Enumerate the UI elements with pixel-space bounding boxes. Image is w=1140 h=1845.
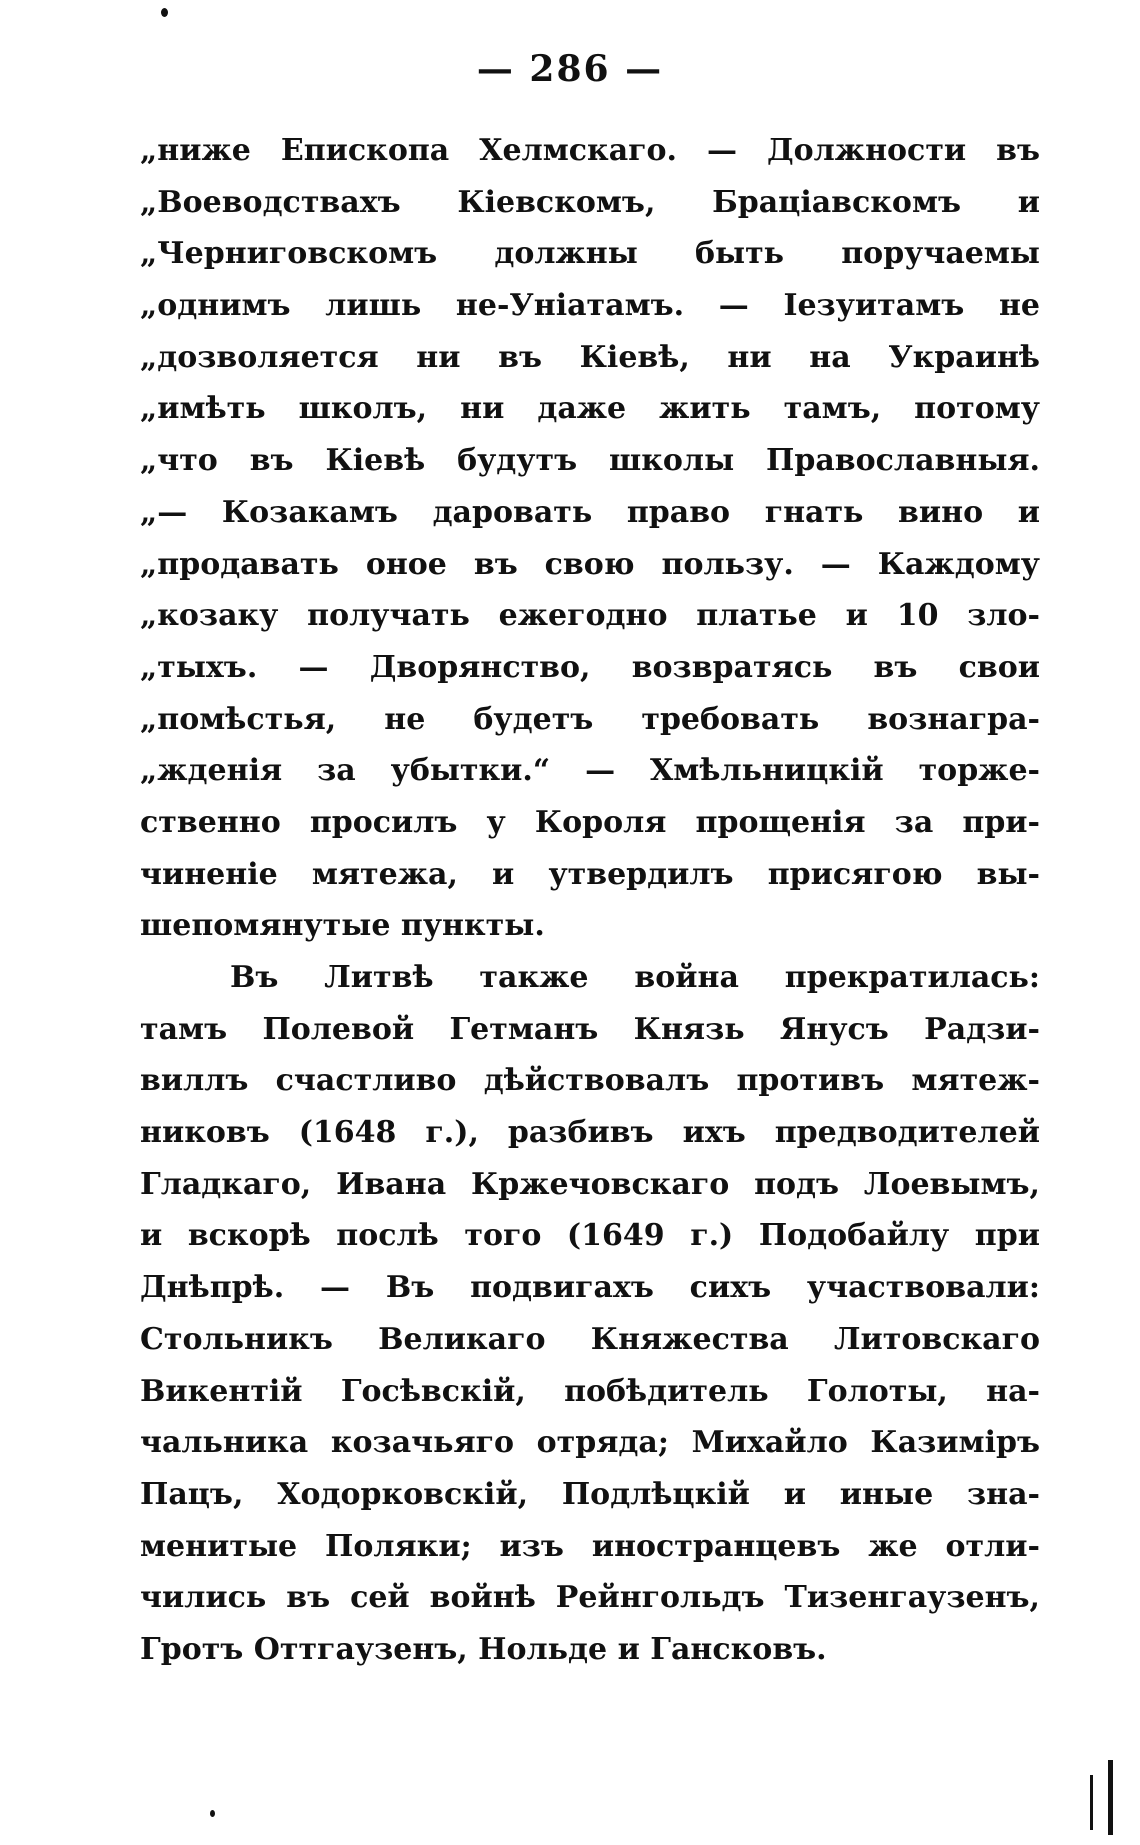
text-line: менитые Поляки; изъ иностранцевъ же отли- (140, 1528, 1040, 1564)
text-line: „дозволяется ни въ Кіевѣ, ни на Украинѣ (140, 339, 1040, 375)
text-line: ственно просилъ у Короля прощенія за при- (140, 804, 1040, 840)
paragraph (140, 125, 1040, 952)
text-line: Стольникъ Великаго Княжества Литовскаго (140, 1321, 1040, 1357)
text-line: шепомянутые пункты. (140, 908, 545, 944)
text-line: „тыхъ. — Дворянство, возвратясь въ свои (140, 649, 1040, 685)
text-line: Гладкаго, Ивана Кржечовскаго подъ Лоевымъ, (140, 1166, 1040, 1202)
scan-speck (161, 8, 168, 17)
text-line: тамъ Полевой Гетманъ Князь Янусъ Радзи- (140, 1011, 1040, 1047)
text-line: „ниже Епископа Хелмскаго. — Должности въ (140, 133, 1040, 168)
text-line: „Воеводствахъ Кіевскомъ, Браціавскомъ и (140, 184, 1040, 220)
text-line: Въ Литвѣ также война прекратилась: (230, 960, 1040, 995)
text-line: никовъ (1648 г.), разбивъ ихъ предводителей (140, 1115, 1040, 1151)
text-line: чальника козачьяго отряда; Михайло Казиміръ (140, 1425, 1040, 1461)
text-line: „жденія за убытки.“ — Хмѣльницкій торже- (140, 753, 1040, 789)
text-line: „продавать оное въ свою пользу. — Каждому (140, 546, 1040, 582)
text-line: виллъ счастливо дѣйствовалъ противъ мятеж- (140, 1063, 1040, 1099)
text-line: и вскорѣ послѣ того (1649 г.) Подобайлу при (140, 1218, 1040, 1254)
scan-edge-mark (1090, 1775, 1093, 1830)
paragraph (140, 952, 1040, 1676)
text-line: „помѣстья, не будетъ требовать вознагра- (140, 701, 1040, 737)
page-number: — 286 — (476, 48, 664, 90)
text-line: „однимъ лишь не-Уніатамъ. — Іезуитамъ не (140, 288, 1040, 324)
text-line: Днѣпрѣ. — Въ подвигахъ сихъ участвовали: (140, 1270, 1040, 1306)
text-line: Викентій Госѣвскій, побѣдитель Голоты, на- (140, 1373, 1040, 1409)
text-line: „что въ Кіевѣ будутъ школы Православныя. (140, 443, 1040, 479)
scan-speck (210, 1810, 215, 1817)
text-line: „Черниговскомъ должны быть поручаемы (140, 236, 1040, 272)
text-line: „козаку получать ежегодно платье и 10 зло- (140, 598, 1040, 634)
text-line: Гротъ Оттгаузенъ, Нольде и Гансковъ. (140, 1631, 827, 1667)
scan-edge-mark (1108, 1760, 1113, 1835)
text-line: „— Козакамъ даровать право гнать вино и (140, 494, 1040, 530)
text-line: чиненіе мятежа, и утвердилъ присягою вы- (140, 856, 1040, 892)
text-line: Пацъ, Ходорковскій, Подлѣцкій и иные зна- (140, 1476, 1040, 1512)
body-text (140, 125, 1040, 1676)
text-line: чились въ сей войнѣ Рейнгольдъ Тизенгаузенъ, (140, 1580, 1040, 1616)
text-line: „имѣть школъ, ни даже жить тамъ, потому (140, 391, 1040, 427)
